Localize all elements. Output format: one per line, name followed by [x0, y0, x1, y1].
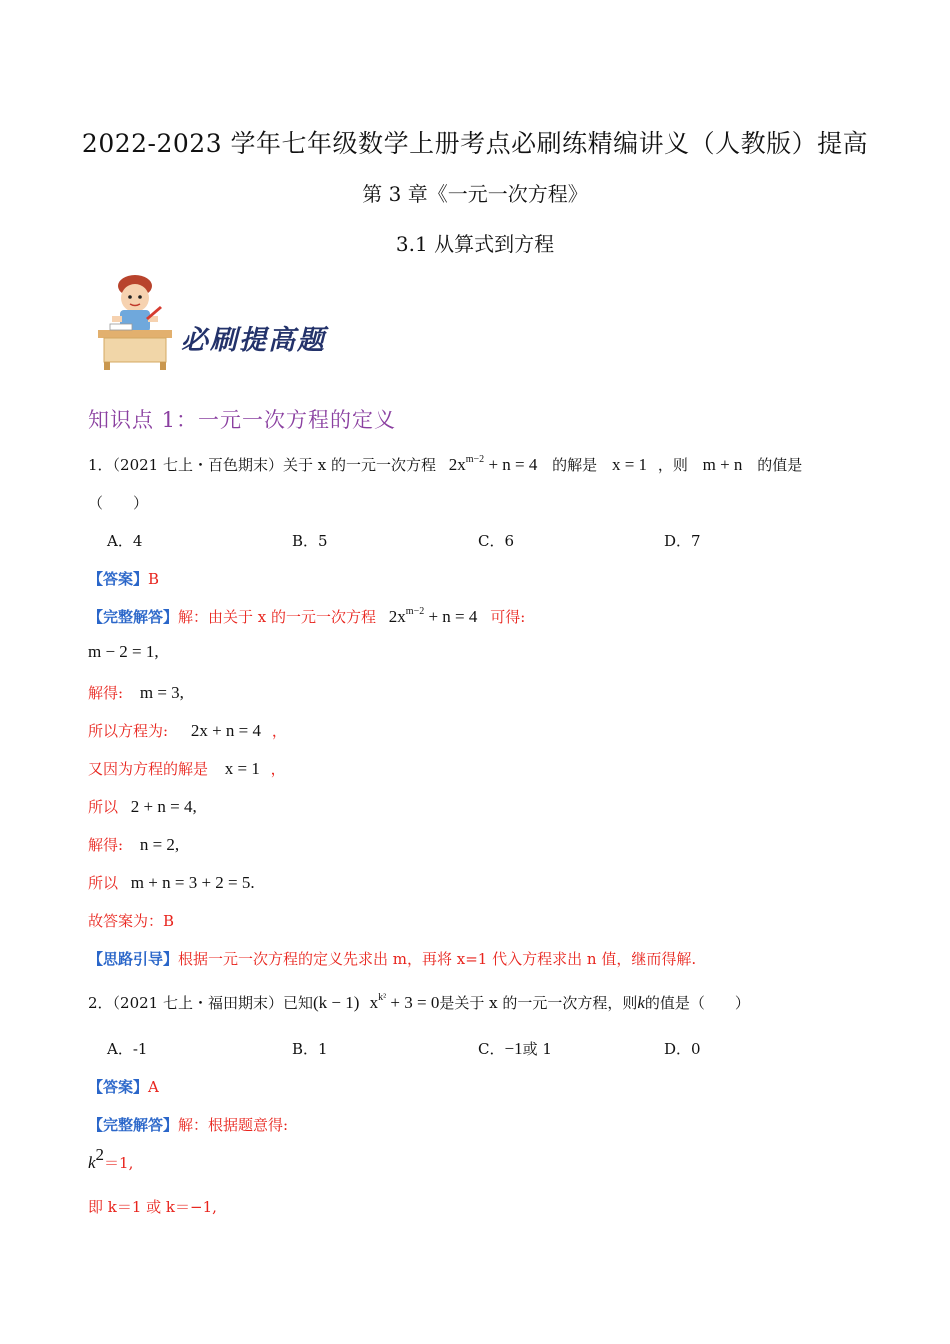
q2-step-1 — [88, 1145, 134, 1173]
q2-stem-text-b: 是关于 x 的一元一次方程，则 — [439, 994, 638, 1012]
q1-step-7-label: 所以 — [88, 874, 119, 892]
q1-step-5-math: 2 + n = 4, — [130, 797, 197, 816]
q1-step-2-math: m = 3, — [139, 683, 184, 702]
q1-solution-intro-text: 解：由关于 x 的一元一次方程 — [178, 608, 377, 626]
q1-step-3 — [88, 720, 287, 741]
q1-solution-value: x = 1 — [611, 455, 648, 474]
q2-answer-label: 【答案】 — [88, 1078, 149, 1096]
document-title: 2022-2023 学年七年级数学上册考点必刷练精编讲义（人教版）提高 — [81, 129, 869, 158]
q2-step-1-rest: ＝1, — [104, 1154, 134, 1172]
q1-solution-intro — [88, 606, 525, 627]
q1-option-b: B．5 — [292, 532, 328, 550]
q2-option-c-label: C． — [478, 1040, 505, 1058]
chapter-title: 第 3 章《一元一次方程》 — [362, 182, 588, 206]
q2-option-d: D．0 — [664, 1040, 701, 1058]
q2-eq-exp: k² — [378, 992, 387, 1003]
q2-stem — [88, 992, 750, 1013]
q2-option-a: A．-1 — [107, 1040, 148, 1058]
q1-stem-text-c: ，则 — [657, 456, 688, 474]
q1-step-2 — [88, 682, 184, 703]
q1-stem-text-d: 的值是 — [757, 456, 803, 474]
q1-final-answer: 故答案为：B — [88, 912, 175, 930]
q1-eq-exp: m−2 — [465, 454, 485, 465]
q2-equation — [313, 993, 439, 1012]
q1-sol-eq-exp: m−2 — [405, 606, 425, 617]
q1-step-3-math: 2x + n = 4 — [190, 721, 262, 740]
q1-step-3-label: 所以方程为: — [88, 722, 169, 740]
q1-step-4 — [88, 758, 286, 779]
q1-hint-text: 根据一元一次方程的定义先求出 m，再将 x=1 代入方程求出 n 值，继而得解. — [178, 950, 697, 968]
q2-option-c-math: −1 — [504, 1039, 523, 1058]
q1-solution-label: 【完整解答】 — [88, 608, 179, 626]
q1-equation — [449, 455, 538, 474]
q1-solution-equation — [389, 607, 478, 626]
q2-step-1-exp: 2 — [95, 1145, 105, 1164]
q2-k-variable: k — [637, 993, 645, 1012]
knowledge-point-heading: 知识点 1：一元一次方程的定义 — [88, 408, 397, 432]
q1-step-3-end: ， — [271, 722, 287, 740]
q1-eq-rest: + n = 4 — [484, 455, 538, 474]
q2-eq-rest: + 3 = 0 — [386, 993, 440, 1012]
q1-answer — [88, 568, 159, 589]
q2-answer-value: A — [148, 1078, 159, 1096]
q1-option-a: A．4 — [107, 532, 143, 550]
student-desk-icon — [90, 272, 180, 372]
q1-answer-paren: （ ） — [88, 494, 149, 512]
q1-sol-eq-rest: + n = 4 — [424, 607, 478, 626]
q1-step-4-math: x = 1 — [224, 759, 260, 778]
q1-answer-value: B — [148, 570, 160, 588]
q1-stem — [88, 454, 802, 475]
q1-step-7-math: m + n = 3 + 2 = 5. — [130, 873, 255, 892]
q1-expression: m + n — [702, 455, 743, 474]
q1-step-4-end: ， — [270, 760, 286, 778]
q1-hint — [88, 948, 696, 969]
q1-answer-label: 【答案】 — [88, 570, 149, 588]
q2-step-2: 即 k＝1 或 k＝−1, — [88, 1198, 217, 1216]
q1-eq-base: 2x — [448, 455, 466, 474]
q1-step-6 — [88, 834, 179, 855]
q1-step-6-label: 解得: — [88, 836, 124, 854]
q2-eq-coefficient: (k − 1) — [313, 993, 360, 1012]
q2-solution-label: 【完整解答】 — [88, 1116, 179, 1134]
q2-stem-text-c: 的值是（ ） — [644, 994, 750, 1012]
q1-step-2-label: 解得: — [88, 684, 124, 702]
banner-label: 必刷提高题 — [181, 325, 326, 356]
q1-stem-text-b: 的解是 — [552, 456, 598, 474]
q1-solution-intro-end: 可得: — [490, 608, 526, 626]
q2-answer — [88, 1076, 159, 1097]
q2-option-c — [478, 1038, 552, 1059]
q1-step-1: m − 2 = 1, — [88, 642, 159, 661]
q2-eq-base: x — [369, 993, 379, 1012]
q1-step-7 — [88, 872, 255, 893]
q1-step-4-label: 又因为方程的解是 — [88, 760, 209, 778]
q2-stem-text-a: 2．（2021 七上・福田期末）已知 — [88, 994, 313, 1012]
q1-step-6-math: n = 2, — [139, 835, 180, 854]
q1-hint-label: 【思路引导】 — [88, 950, 179, 968]
q2-solution-intro — [88, 1114, 288, 1135]
q1-sol-eq-base: 2x — [388, 607, 406, 626]
section-title: 3.1 从算式到方程 — [395, 232, 555, 256]
q1-option-d: D．7 — [664, 532, 701, 550]
q2-step-1-base: k — [88, 1153, 96, 1172]
q2-solution-intro-text: 解：根据题意得: — [178, 1116, 289, 1134]
q1-step-5 — [88, 796, 197, 817]
q1-step-5-label: 所以 — [88, 798, 119, 816]
q2-option-b: B．1 — [292, 1040, 328, 1058]
q2-option-c-end: 或 1 — [522, 1040, 552, 1058]
q1-option-c: C．6 — [478, 532, 515, 550]
q1-stem-text-a: 1．（2021 七上・百色期末）关于 x 的一元一次方程 — [88, 456, 436, 474]
